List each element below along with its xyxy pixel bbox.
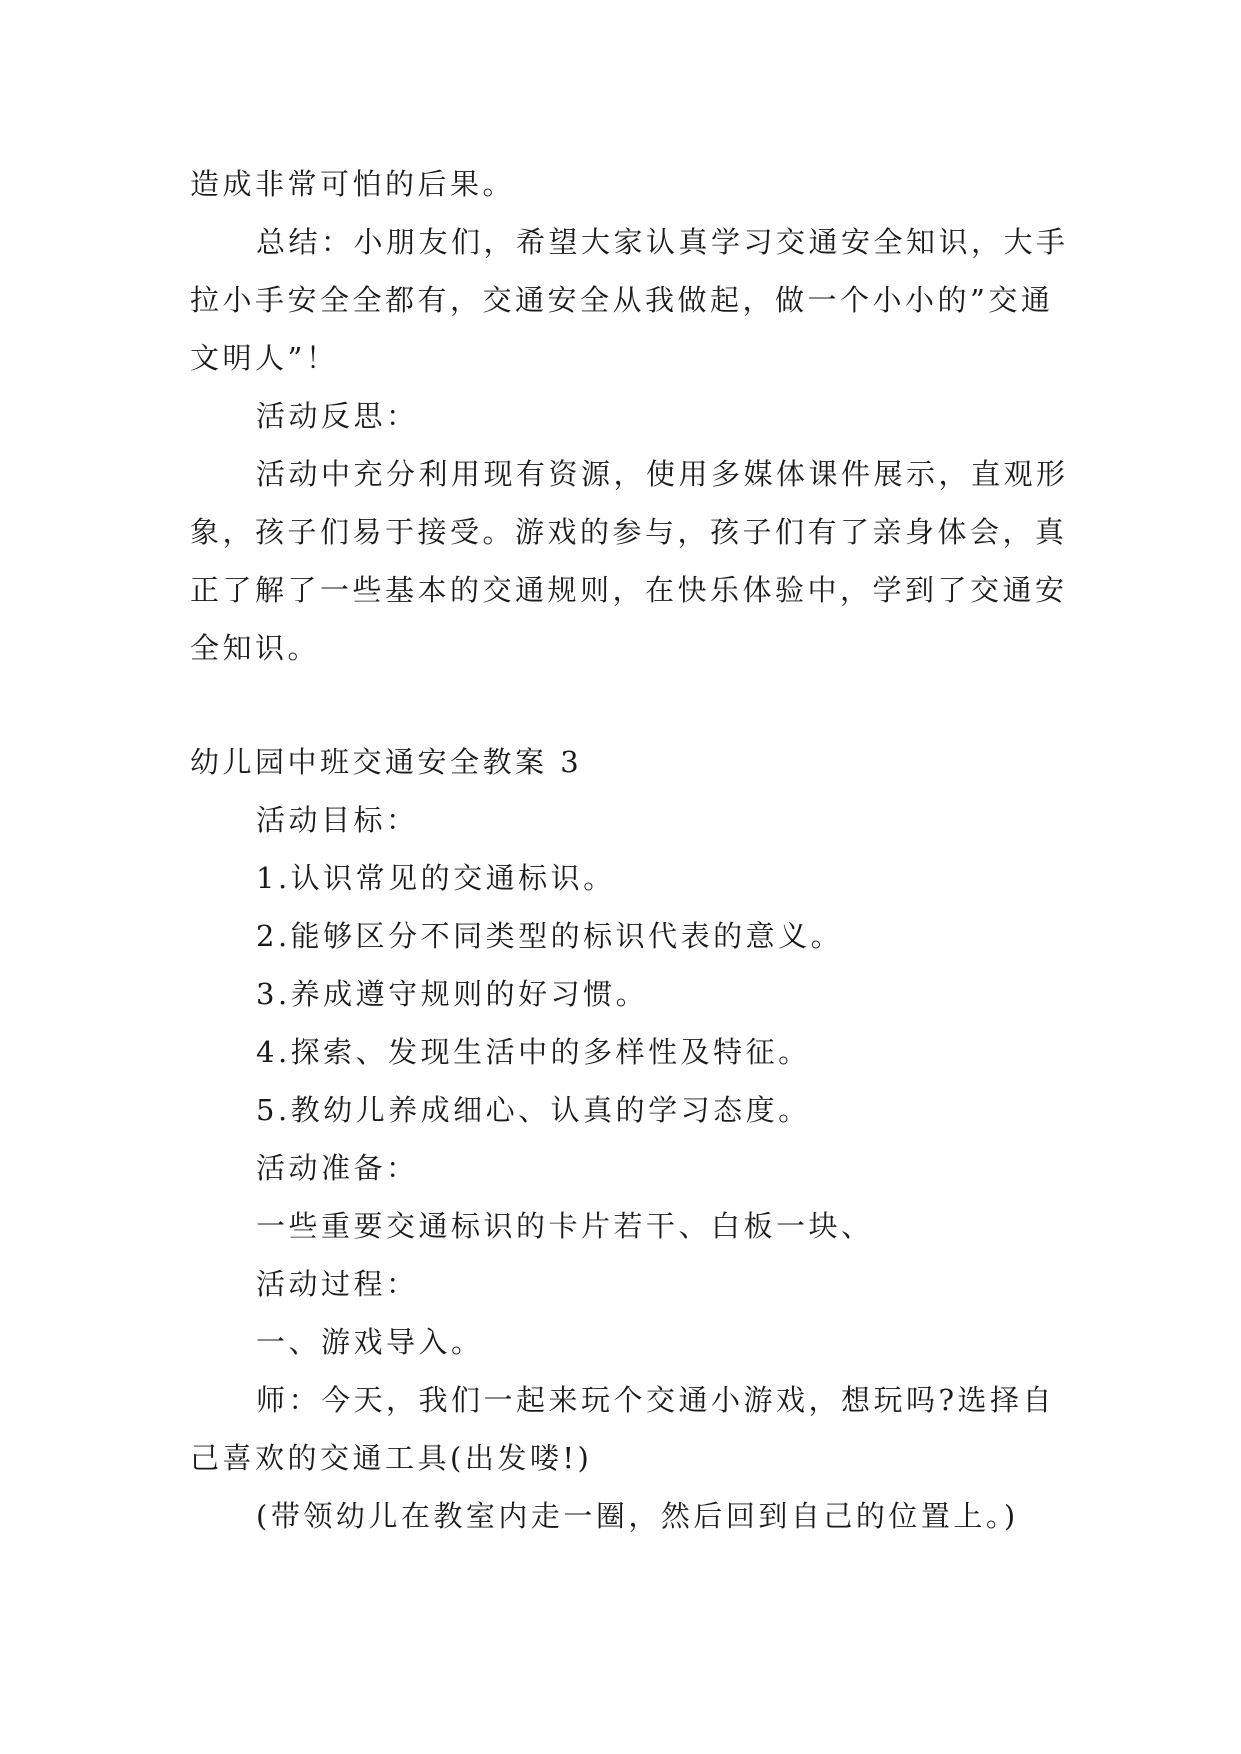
list-item-goal-1: 1.认识常见的交通标识。	[256, 861, 616, 895]
paragraph-process-heading: 活动过程：	[256, 1267, 419, 1301]
list-item-goal-2: 2.能够区分不同类型的标识代表的意义。	[256, 919, 844, 953]
paragraph-step-1: 一、游戏导入。	[256, 1325, 484, 1359]
paragraph-preparation: 一些重要交通标识的卡片若干、白板一块、	[256, 1209, 874, 1243]
list-item-goal-3: 3.养成遵守规则的好习惯。	[256, 977, 649, 1011]
paragraph-teacher-dialogue: 师：今天，我们一起来玩个交通小游戏，想玩吗?选择自己喜欢的交通工具(出发喽!)	[190, 1383, 1056, 1475]
section-title: 幼儿园中班交通安全教案 3	[190, 745, 583, 779]
paragraph-reflection-heading: 活动反思：	[256, 399, 419, 433]
list-item-goal-5: 5.教幼儿养成细心、认真的学习态度。	[256, 1093, 811, 1127]
section-top	[190, 155, 1070, 677]
paragraph-preparation-heading: 活动准备：	[256, 1151, 419, 1185]
paragraph-activity-note: (带领幼儿在教室内走一圈，然后回到自己的位置上。)	[256, 1499, 1019, 1533]
paragraph-goals-heading: 活动目标：	[256, 803, 419, 837]
section-lesson-3	[190, 733, 1070, 1545]
list-item-goal-4: 4.探索、发现生活中的多样性及特征。	[256, 1035, 811, 1069]
paragraph-summary: 总结：小朋友们，希望大家认真学习交通安全知识，大手拉小手安全全都有，交通安全从我做起，做一个小小的”交通文明人”！	[190, 225, 1069, 375]
paragraph-reflection: 活动中充分利用现有资源，使用多媒体课件展示，直观形象，孩子们易于接受。游戏的参与，孩子们有了亲身体会，真正了解了一些基本的交通规则，在快乐体验中，学到了交通安全知识。	[190, 457, 1069, 665]
paragraph-continuation: 造成非常可怕的后果。	[190, 167, 516, 201]
